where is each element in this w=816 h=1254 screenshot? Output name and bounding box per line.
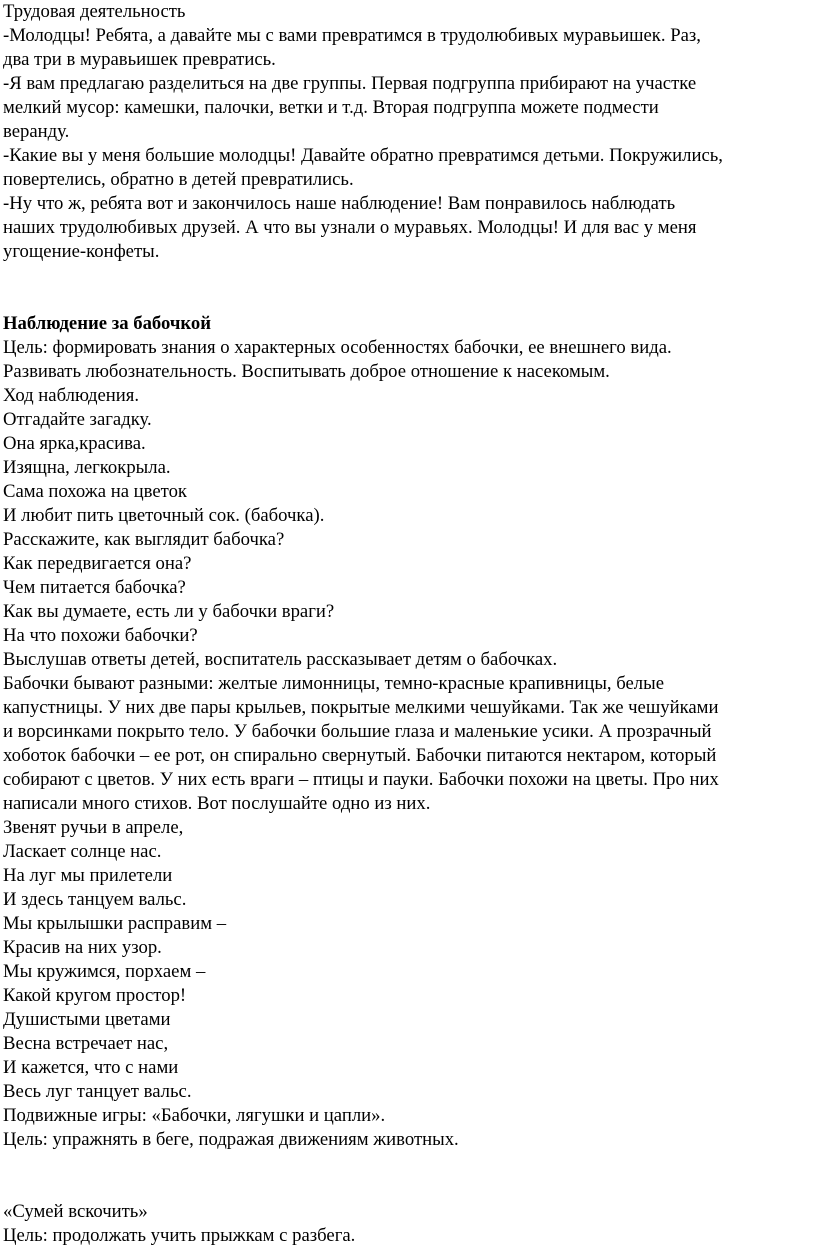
paragraph-line: -Молодцы! Ребята, а давайте мы с вами превратимся в трудолюбивых муравьишек. Раз,: [3, 25, 701, 46]
spacer: [3, 1176, 816, 1200]
question-line: Как вы думаете, есть ли у бабочки враги?: [3, 601, 335, 622]
poem-line: Весна встречает нас,: [3, 1033, 169, 1054]
paragraph-line: -Ну что ж, ребята вот и закончилось наше наблюдение! Вам понравилось наблюдать: [3, 193, 676, 214]
section-title-labor: Трудовая деятельность: [3, 1, 186, 22]
poem-line: Ласкает солнце нас.: [3, 841, 162, 862]
paragraph-line: наших трудолюбивых друзей. А что вы узнали о муравьях. Молодцы! И для вас у меня: [3, 217, 697, 238]
poem-line: И кажется, что с нами: [3, 1057, 179, 1078]
paragraph-line: два три в муравьишек превратись.: [3, 49, 276, 70]
labor-activity-section: [3, 0, 816, 264]
riddle-line: Сама похожа на цветок: [3, 481, 188, 502]
poem-line: Мы кружимся, порхаем –: [3, 961, 206, 982]
question-line: На что похожи бабочки?: [3, 625, 198, 646]
paragraph-line: угощение-конфеты.: [3, 241, 160, 262]
poem-line: Красив на них узор.: [3, 937, 162, 958]
section-heading: Наблюдение за бабочкой: [3, 313, 212, 334]
paragraph-line: Бабочки бывают разными: желтые лимонницы, темно-красные крапивницы, белые: [3, 673, 664, 694]
riddle-line: И любит пить цветочный сок. (бабочка).: [3, 505, 325, 526]
game-title: «Сумей вскочить»: [3, 1201, 148, 1222]
paragraph-line: повертелись, обратно в детей превратились.: [3, 169, 354, 190]
paragraph-line: капустницы. У них две пары крыльев, покрытые мелкими чешуйками. Так же чешуйками: [3, 697, 719, 718]
paragraph-line: веранду.: [3, 121, 70, 142]
paragraph-line: и ворсинками покрыто тело. У бабочки большие глаза и маленькие усики. А прозрачный: [3, 721, 712, 742]
poem-line: Какой кругом простор!: [3, 985, 187, 1006]
spacer: [3, 264, 816, 288]
paragraph-line: Цель: формировать знания о характерных особенностях бабочки, ее внешнего вида.: [3, 337, 672, 358]
poem-line: Душистыми цветами: [3, 1009, 171, 1030]
poem-line: Мы крылышки расправим –: [3, 913, 227, 934]
paragraph-line: -Какие вы у меня большие молодцы! Давайте обратно превратимся детьми. Покружились,: [3, 145, 723, 166]
paragraph-line: -Я вам предлагаю разделиться на две группы. Первая подгруппа прибирают на участке: [3, 73, 697, 94]
paragraph-line: Ход наблюдения.: [3, 385, 140, 406]
paragraph-line: Развивать любознательность. Воспитывать доброе отношение к насекомым.: [3, 361, 610, 382]
paragraph-line: Цель: упражнять в беге, подражая движениям животных.: [3, 1129, 459, 1150]
butterfly-observation-section: [3, 312, 816, 1152]
paragraph-line: Цель: продолжать учить прыжкам с разбега.: [3, 1225, 356, 1246]
question-line: Расскажите, как выглядит бабочка?: [3, 529, 285, 550]
poem-line: Звенят ручьи в апреле,: [3, 817, 184, 838]
paragraph-line: написали много стихов. Вот послушайте одно из них.: [3, 793, 431, 814]
spacer: [3, 1152, 816, 1176]
spacer: [3, 288, 816, 312]
paragraph-line: Подвижные игры: «Бабочки, лягушки и цапли».: [3, 1105, 386, 1126]
paragraph-line: хоботок бабочки – ее рот, он спирально свернутый. Бабочки питаются нектаром, который: [3, 745, 717, 766]
poem-line: И здесь танцуем вальс.: [3, 889, 187, 910]
riddle-line: Она ярка,красива.: [3, 433, 146, 454]
question-line: Чем питается бабочка?: [3, 577, 186, 598]
riddle-line: Изящна, легкокрыла.: [3, 457, 171, 478]
paragraph-line: собирают с цветов. У них есть враги – птицы и пауки. Бабочки похожи на цветы. Про них: [3, 769, 719, 790]
poem-line: На луг мы прилетели: [3, 865, 173, 886]
paragraph-line: Отгадайте загадку.: [3, 409, 152, 430]
jump-game-section: [3, 1200, 816, 1248]
question-line: Как передвигается она?: [3, 553, 192, 574]
poem-line: Весь луг танцует вальс.: [3, 1081, 192, 1102]
paragraph-line: мелкий мусор: камешки, палочки, ветки и т.д. Вторая подгруппа можете подмести: [3, 97, 659, 118]
paragraph-line: Выслушав ответы детей, воспитатель рассказывает детям о бабочках.: [3, 649, 558, 670]
